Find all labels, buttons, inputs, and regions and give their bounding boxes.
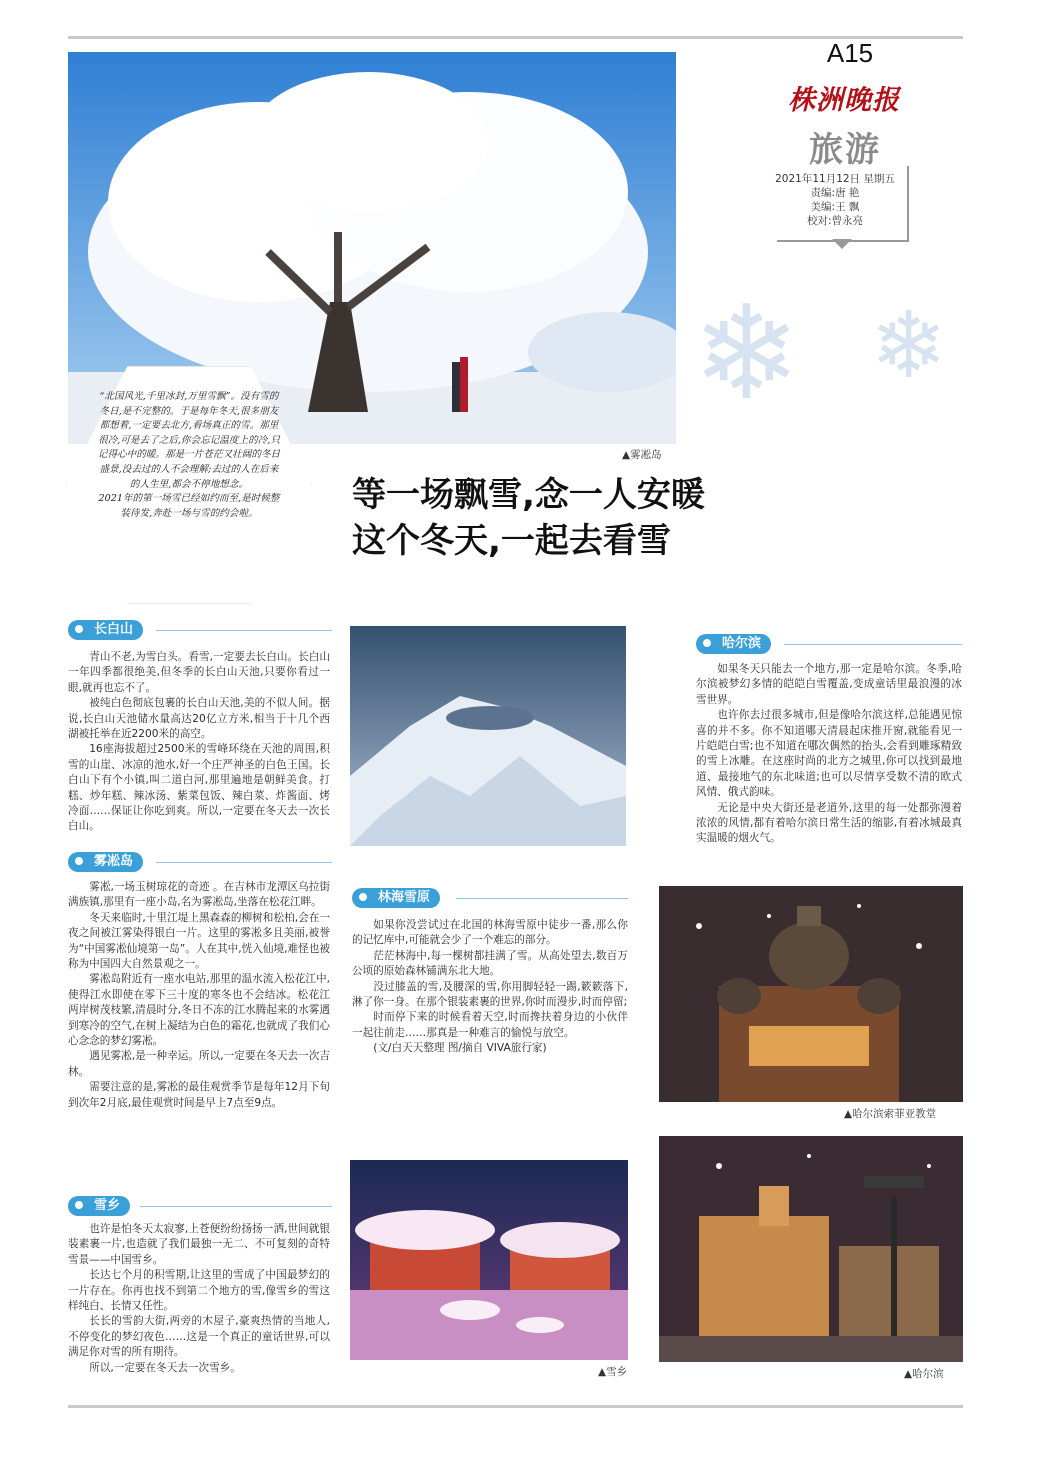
paragraph: 茫茫林海中,每一棵树都挂满了雪。从高处望去,数百万公顷的原始森林铺满东北大地。: [352, 949, 628, 978]
paragraph: 冬天来临时,十里江堤上黑森森的柳树和松柏,会在一夜之间被江雾染得银白一片。这里的雾凇多且美丽,被誉为“中国雾凇仙境第一岛”。人在其中,恍入仙境,难怪也被称为中国四大自然景观之一。: [68, 911, 330, 971]
wusong-caption: ▲雾凇岛: [622, 449, 662, 461]
meta-notch: [832, 239, 852, 249]
paragraph: 也许你去过很多城市,但是像哈尔滨这样,总能遇见惊喜的并不多。你不知道哪天清晨起床推开窗,就能看见一片皑皑白雪;也不知道在哪次偶然的抬头,会看到雕琢精致的雪上冰雕。在这座时尚的北方之城里,你可以找到最地道、最接地气的东北味道;也可以尽情享受数不清的欧式风情、俄式韵味。: [696, 709, 962, 799]
headline-line-1: 等一场飘雪,念一人安暖: [352, 475, 705, 515]
snowflake-icon: ❄: [870, 292, 948, 399]
headline: [352, 472, 812, 564]
xuexiang-caption: ▲雪乡: [598, 1366, 628, 1378]
intro-paragraph: 2021年的第一场雪已经如约而至,是时候整装待发,奔赴一场与雪的约会啦。: [98, 493, 280, 519]
paragraph: 如果你没尝试过在北国的林海雪原中徒步一番,那么你的记忆库中,可能就会少了一个难忘的部分。: [352, 919, 628, 947]
harbin-text: [696, 662, 962, 847]
tag-dot-icon: [74, 1200, 84, 1210]
section-title: 旅游: [809, 130, 881, 170]
paragraph: 长达七个月的积雪期,让这里的雪成了中国最梦幻的一片存在。你再也找不到第二个地方的雪,像雪乡的雪这样纯白、长情又任性。: [68, 1269, 330, 1313]
tag-dot-icon: [702, 638, 712, 648]
proofreader-line: 校对:曾永亮: [806, 215, 864, 227]
intro-paragraph: “北国风光,千里冰封,万里雪飘”。没有雪的冬日,是不完整的。于是每年冬天,很多朋友都想着,一定要去北方,看场真正的雪。那里很冷,可是去了之后,你会忘记温度上的冷,只记得心中的暖。那是一片苍茫又壮阔的冬日盛景,没去过的人不会理解;去过的人在后来的人生里,都会不停地想念。: [97, 391, 281, 490]
church-caption: ▲哈尔滨索菲亚教堂: [844, 1108, 937, 1120]
page-number: A15: [826, 38, 874, 68]
meta-info: [770, 172, 900, 228]
section-tag-label: 林海雪原: [378, 890, 431, 905]
linhai-text: [352, 918, 628, 1057]
paragraph: 长长的雪韵大街,两旁的木屋子,豪爽热情的当地人,不停变化的梦幻夜色……这是一个真正的童话世界,可以满足你对雪的所有期待。: [68, 1315, 330, 1359]
tag-dot-icon: [358, 892, 368, 902]
paragraph: 青山不老,为雪白头。看雪,一定要去长白山。长白山一年四季都很绝美,但冬季的长白山天池,只要你看过一眼,就再也忘不了。: [68, 651, 330, 694]
paragraph: 16座海拔超过2500米的雪峰环绕在天池的周围,积雪的山崖、冰凉的池水,好一个庄严神圣的白色王国。长白山下有个小镇,叫二道白河,那里遍地是朝鲜美食。打糕、炒年糕、辣冰汤、紫菜包饭、辣白菜、炸酱面、烤冷面……保证让你吃到爽。所以,一定要在冬天去一次长白山。: [68, 743, 330, 833]
section-tag-wusongdao: [68, 852, 143, 872]
paragraph: 无论是中央大街还是老道外,这里的每一处都弥漫着浓浓的风情,都有着哈尔滨日常生活的缩影,有着冰城最真实温暖的烟火气。: [696, 801, 962, 845]
section-tag-label: 雾凇岛: [94, 854, 134, 869]
paragraph: 遇见雾凇,是一种幸运。所以,一定要在冬天去一次吉林。: [68, 1050, 330, 1078]
paragraph: 没过膝盖的雪,及腰深的雪,你用脚轻轻一踢,簌簌落下,淋了你一身。在那个银装素裹的世界,你时而漫步,时而停留;: [352, 980, 628, 1009]
tag-dot-icon: [74, 856, 84, 866]
tag-line: [156, 630, 332, 631]
church-photo: [659, 886, 963, 1102]
paragraph: 如果冬天只能去一个地方,那一定是哈尔滨。冬季,哈尔滨被梦幻多情的皑皑白雪覆盖,变成童话里最浪漫的冰雪世界。: [696, 663, 962, 706]
section-tag-linhai: [352, 888, 440, 908]
bottom-rule: [68, 1405, 963, 1408]
paragraph: (文/白天天整理 图/摘自 VIVA旅行家): [373, 1042, 547, 1055]
snowflake-icon: ❄: [692, 277, 801, 429]
xuexiang-photo: [350, 1160, 628, 1360]
masthead-logo: 株洲晚报: [788, 84, 900, 116]
headline-line-2: 这个冬天,一起去看雪: [352, 521, 671, 561]
date-line: 2021年11月12日 星期五: [775, 173, 895, 185]
paragraph: 雾凇岛附近有一座水电站,那里的温水流入松花江中,使得江水即使在零下三十度的寒冬也不会结冰。松花江两岸树茂枝繁,清晨时分,冬日不冻的江水腾起来的水雾遇到寒冷的空气,在树上凝结为白色的霜花,也就成了我们心心念念的梦幻雾凇。: [68, 973, 330, 1048]
paragraph: 雾凇,一场玉树琼花的奇迹 。在吉林市龙潭区乌拉街满族镇,那里有一座小岛,名为雾凇岛,坐落在松花江畔。: [68, 881, 330, 909]
art-editor-line: 美编:王 飘: [810, 201, 860, 213]
section-tag-harbin: [696, 634, 771, 654]
harbin-photo: [659, 1136, 963, 1362]
section-tag-label: 长白山: [94, 622, 134, 637]
section-tag-changbaishan: [68, 620, 143, 640]
tag-line: [156, 862, 332, 863]
paragraph: 被纯白色彻底包裹的长白山天池,美的不似人间。据说,长白山天池储水量高达20亿立方米,相当于十几个西湖被托举在近2200米的高空。: [68, 697, 330, 741]
changbaishan-text: [68, 650, 330, 835]
tag-line: [456, 898, 628, 899]
changbaishan-photo: [350, 626, 626, 846]
section-tag-label: 雪乡: [94, 1198, 121, 1213]
wusongdao-text: [68, 880, 330, 1111]
paragraph: 时而停下来的时候看着天空,时而搀扶着身边的小伙伴一起往前走……那真是一种难言的愉悦与放空。: [352, 1011, 628, 1039]
xuexiang-text: [68, 1222, 330, 1376]
section-tag-label: 哈尔滨: [722, 636, 762, 651]
paragraph: 也许是怕冬天太寂寥,上苍便纷纷扬扬一洒,世间就银装素裹一片,也造就了我们最独一无二、不可复刻的奇特雪景——中国雪乡。: [68, 1223, 330, 1266]
paragraph: 需要注意的是,雾凇的最佳观赏季节是每年12月下旬到次年2月底,最佳观赏时间是早上7点至9点。: [68, 1081, 330, 1109]
intro-text: [96, 390, 282, 521]
editor-line: 责编:唐 艳: [810, 187, 860, 199]
tag-line: [784, 644, 962, 645]
tag-line: [140, 1206, 332, 1207]
paragraph: 所以,一定要在冬天去一次雪乡。: [89, 1361, 241, 1374]
tag-dot-icon: [74, 624, 84, 634]
harbin-caption: ▲哈尔滨: [904, 1368, 944, 1380]
section-tag-xuexiang: [68, 1196, 130, 1216]
